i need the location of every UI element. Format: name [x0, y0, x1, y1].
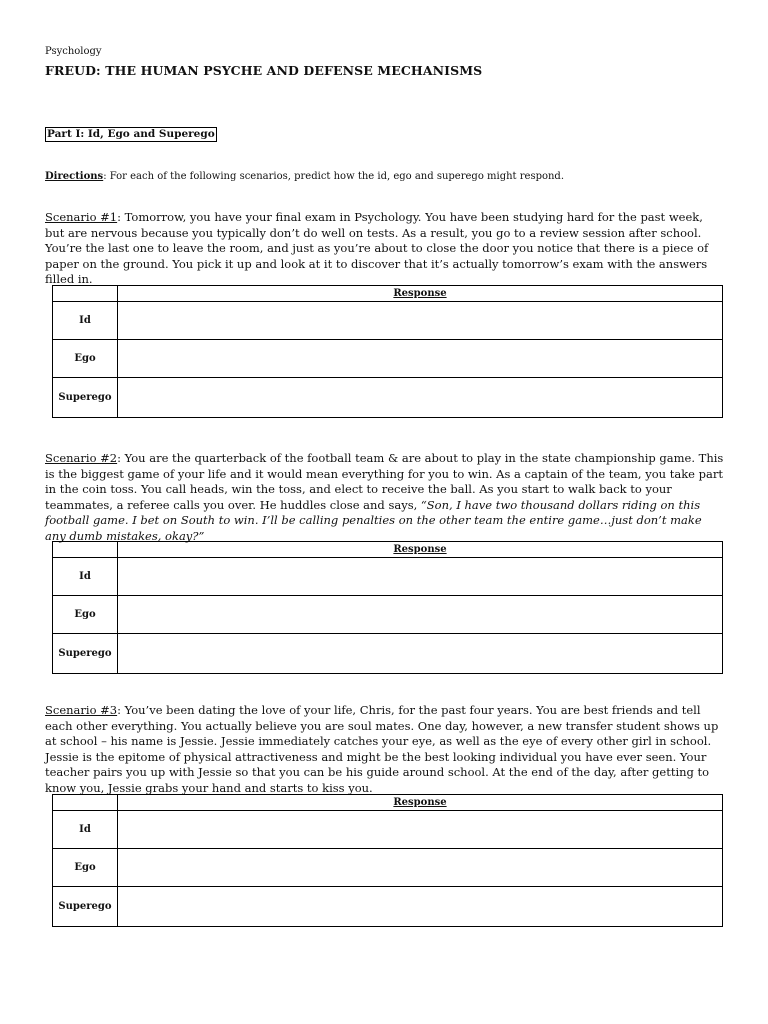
- row-label-superego: Superego: [53, 378, 118, 418]
- response-header: Response: [118, 542, 723, 558]
- table-corner-cell: [53, 542, 118, 558]
- superego-response-cell[interactable]: [118, 634, 723, 674]
- scenario-3-label: Scenario #3: [45, 703, 118, 717]
- row-label-id: Id: [53, 302, 118, 340]
- scenario-3: [45, 703, 725, 797]
- row-label-ego: Ego: [53, 849, 118, 887]
- subject-label: Psychology: [45, 46, 102, 57]
- row-label-superego: Superego: [53, 634, 118, 674]
- id-response-cell[interactable]: [118, 811, 723, 849]
- directions-text: : For each of the following scenarios, predict how the id, ego and superego might respond.: [103, 171, 565, 182]
- superego-response-cell[interactable]: [118, 887, 723, 927]
- ego-response-cell[interactable]: [118, 340, 723, 378]
- scenario-1: [45, 210, 725, 288]
- scenario-2-quote: “Son, I have two thousand dollars riding on this football game. I bet on South to win. I’ll be calling penalties on the other team the entire game…just don’t make any dumb mistakes, okay?”: [45, 497, 702, 543]
- response-header: Response: [118, 286, 723, 302]
- scenario-1-text: : Tomorrow, you have your final exam in Psychology. You have been studying hard for the past week, but are nervous because you typically don’t do well on tests. As a result, you go to a review session after school. You’re the last one to leave the room, and just as you’re about to close the door you notice that there is a piece of paper on the ground. You pick it up and look at it to discover that it’s actually tomorrow’s exam with the answers filled in.: [45, 210, 709, 287]
- response-table-3: [52, 794, 723, 927]
- row-label-id: Id: [53, 811, 118, 849]
- response-table-2: [52, 541, 723, 674]
- table-corner-cell: [53, 286, 118, 302]
- row-label-superego: Superego: [53, 887, 118, 927]
- scenario-1-label: Scenario #1: [45, 210, 118, 224]
- row-label-id: Id: [53, 558, 118, 596]
- ego-response-cell[interactable]: [118, 596, 723, 634]
- row-label-ego: Ego: [53, 340, 118, 378]
- scenario-2-text: : You are the quarterback of the football team & are about to play in the state championship game. This is the biggest game of your life and it would mean everything for you to win. As a captain of the team, you take part in the coin toss. You call heads, win the toss, and elect to receive the ball. As you start to walk back to your teammates, a referee calls you over. He huddles close and says,: [45, 451, 724, 512]
- row-label-ego: Ego: [53, 596, 118, 634]
- page-title: FREUD: THE HUMAN PSYCHE AND DEFENSE MECHANISMS: [45, 63, 483, 78]
- part-heading: Part I: Id, Ego and Superego: [47, 128, 215, 140]
- scenario-2-label: Scenario #2: [45, 451, 118, 465]
- scenario-3-text: : You’ve been dating the love of your life, Chris, for the past four years. You are best friends and tell each other everything. You actually believe you are soul mates. One day, however, a new transfer student shows up at school – his name is Jessie. Jessie immediately catches your eye, as well as the eye of every other girl in school. Jessie is the epitome of physical attractiveness and might be the best looking individual you have ever seen. Your teacher pairs you up with Jessie so that you can be his guide around school. At the end of the day, after getting to know you, Jessie grabs your hand and starts to kiss you.: [45, 703, 719, 795]
- superego-response-cell[interactable]: [118, 378, 723, 418]
- scenario-2: [45, 451, 725, 545]
- id-response-cell[interactable]: [118, 302, 723, 340]
- directions: [45, 171, 564, 182]
- id-response-cell[interactable]: [118, 558, 723, 596]
- response-header: Response: [118, 795, 723, 811]
- directions-label: Directions: [45, 171, 104, 182]
- table-corner-cell: [53, 795, 118, 811]
- ego-response-cell[interactable]: [118, 849, 723, 887]
- response-table-1: [52, 285, 723, 418]
